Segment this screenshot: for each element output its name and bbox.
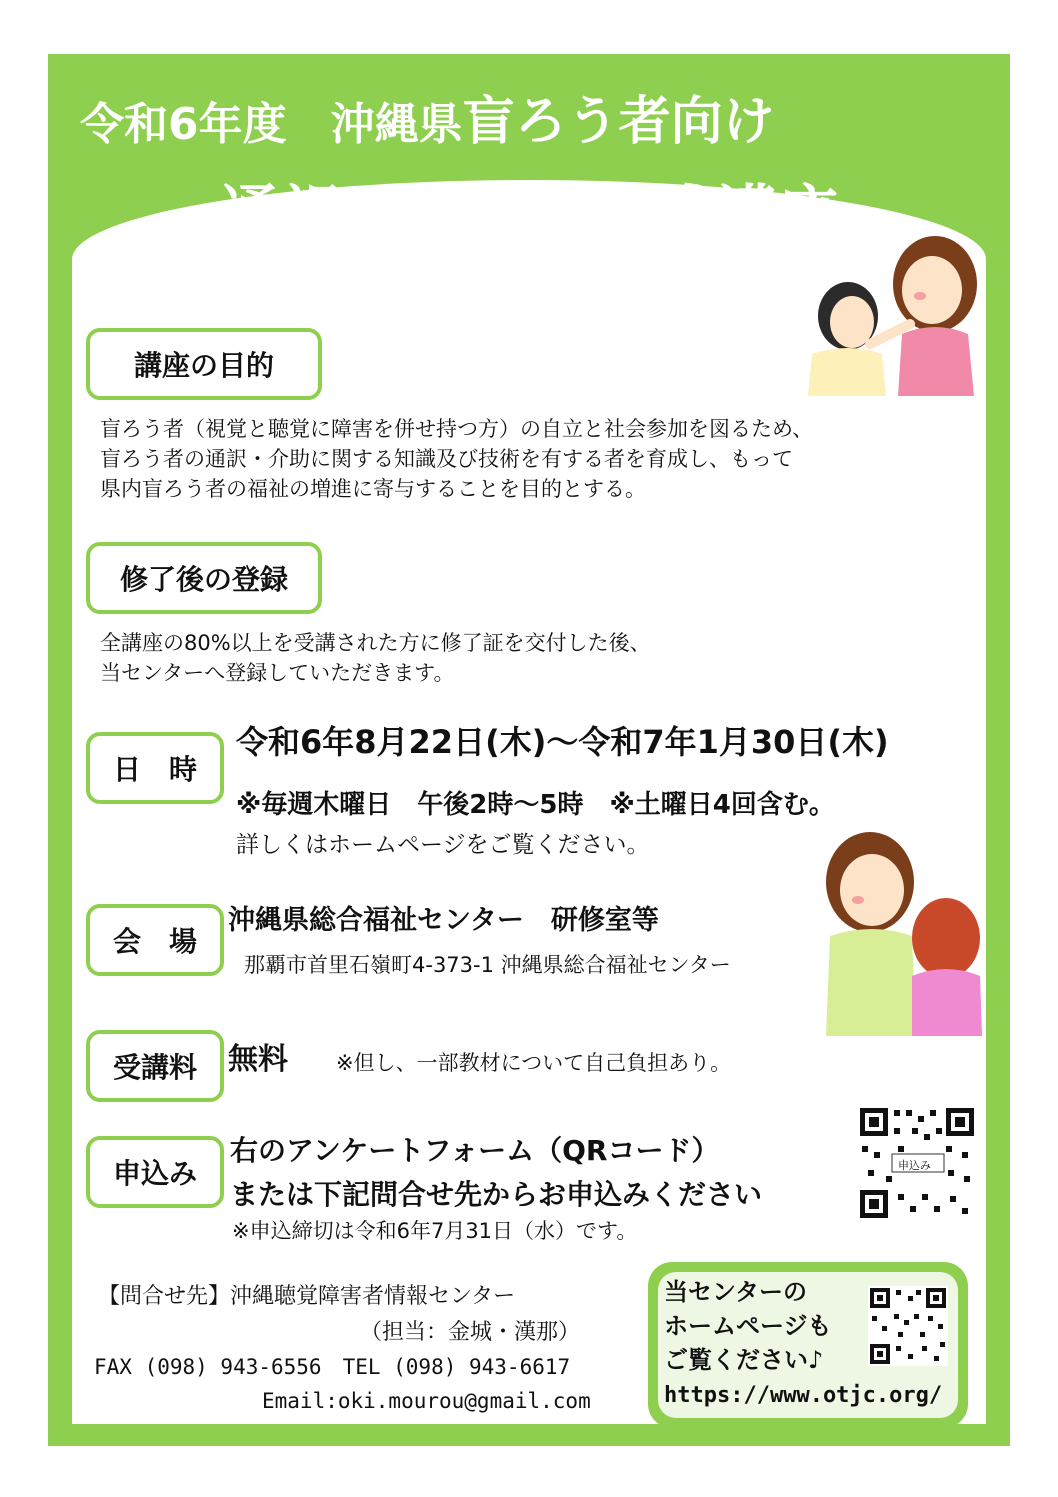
venue-label: 会 場 [86,904,224,976]
purpose-line-1: 盲ろう者（視覚と聴覚に障害を併せ持つ方）の自立と社会参加を図るため、 [100,417,814,441]
contact-email[interactable]: Email:oki.mourou@gmail.com [262,1389,591,1413]
contact-staff: （担当：金城・漢那） [360,1320,581,1345]
registration-line-1: 全講座の80%以上を受講された方に修了証を交付した後、 [100,631,651,655]
homepage-line-3: ご覧ください♪ [664,1346,824,1374]
homepage-qr-code-icon[interactable] [868,1286,948,1366]
registration-line-2: 当センターへ登録していただきます。 [100,661,455,685]
contact-heading: 【問合せ先】沖縄聴覚障害者情報センター [98,1284,516,1309]
apply-label: 申込み [86,1136,224,1208]
purpose-line-2: 盲ろう者の通訳・介助に関する知識及び技術を有する者を育成し、もって [100,447,793,471]
apply-line-1: 右のアンケートフォーム（QRコード） [230,1134,720,1167]
venue-name: 沖縄県総合福祉センター 研修室等 [228,905,659,936]
homepage-line-2: ホームページも [664,1312,832,1340]
title-emphasis: 盲ろう者向け [462,92,775,152]
title-prefix: 令和6年度 沖縄県 [80,99,463,150]
title-line1 [80,92,980,155]
schedule-detail: 詳しくはホームページをご覧ください。 [236,832,650,858]
registration-label: 修了後の登録 [86,542,322,614]
schedule-label: 日 時 [86,732,224,804]
apply-line-2: または下記問合せ先からお申込みください [230,1178,763,1211]
apply-deadline: ※申込締切は令和6年7月31日（水）です。 [232,1219,638,1243]
illustration-interpreters-icon [790,224,980,396]
schedule-weekly: ※毎週木曜日 午後2時～5時 ※土曜日4回含む。 [236,790,835,820]
homepage-line-1: 当センターの [664,1278,808,1306]
homepage-url[interactable]: https://www.otjc.org/ [664,1383,943,1408]
title-line2: 通訳・介助員養成講座 [220,179,840,249]
purpose-line-3: 県内盲ろう者の福祉の増進に寄与することを目的とする。 [100,477,646,501]
purpose-label: 講座の目的 [86,328,322,400]
fee-note: ※但し、一部教材について自己負担あり。 [336,1051,732,1075]
contact-phones: FAX (098) 943-6556 TEL (098) 943-6617 [94,1355,571,1379]
schedule-dates: 令和6年8月22日(木)～令和7年1月30日(木) [236,723,889,761]
venue-address: 那覇市首里石嶺町4-373-1 沖縄県総合福祉センター [244,953,731,977]
illustration-conversation-icon [812,826,984,1036]
fee-label: 受講料 [86,1030,224,1102]
fee-value: 無料 [228,1042,288,1077]
apply-qr-badge: 申込み [898,1159,931,1172]
